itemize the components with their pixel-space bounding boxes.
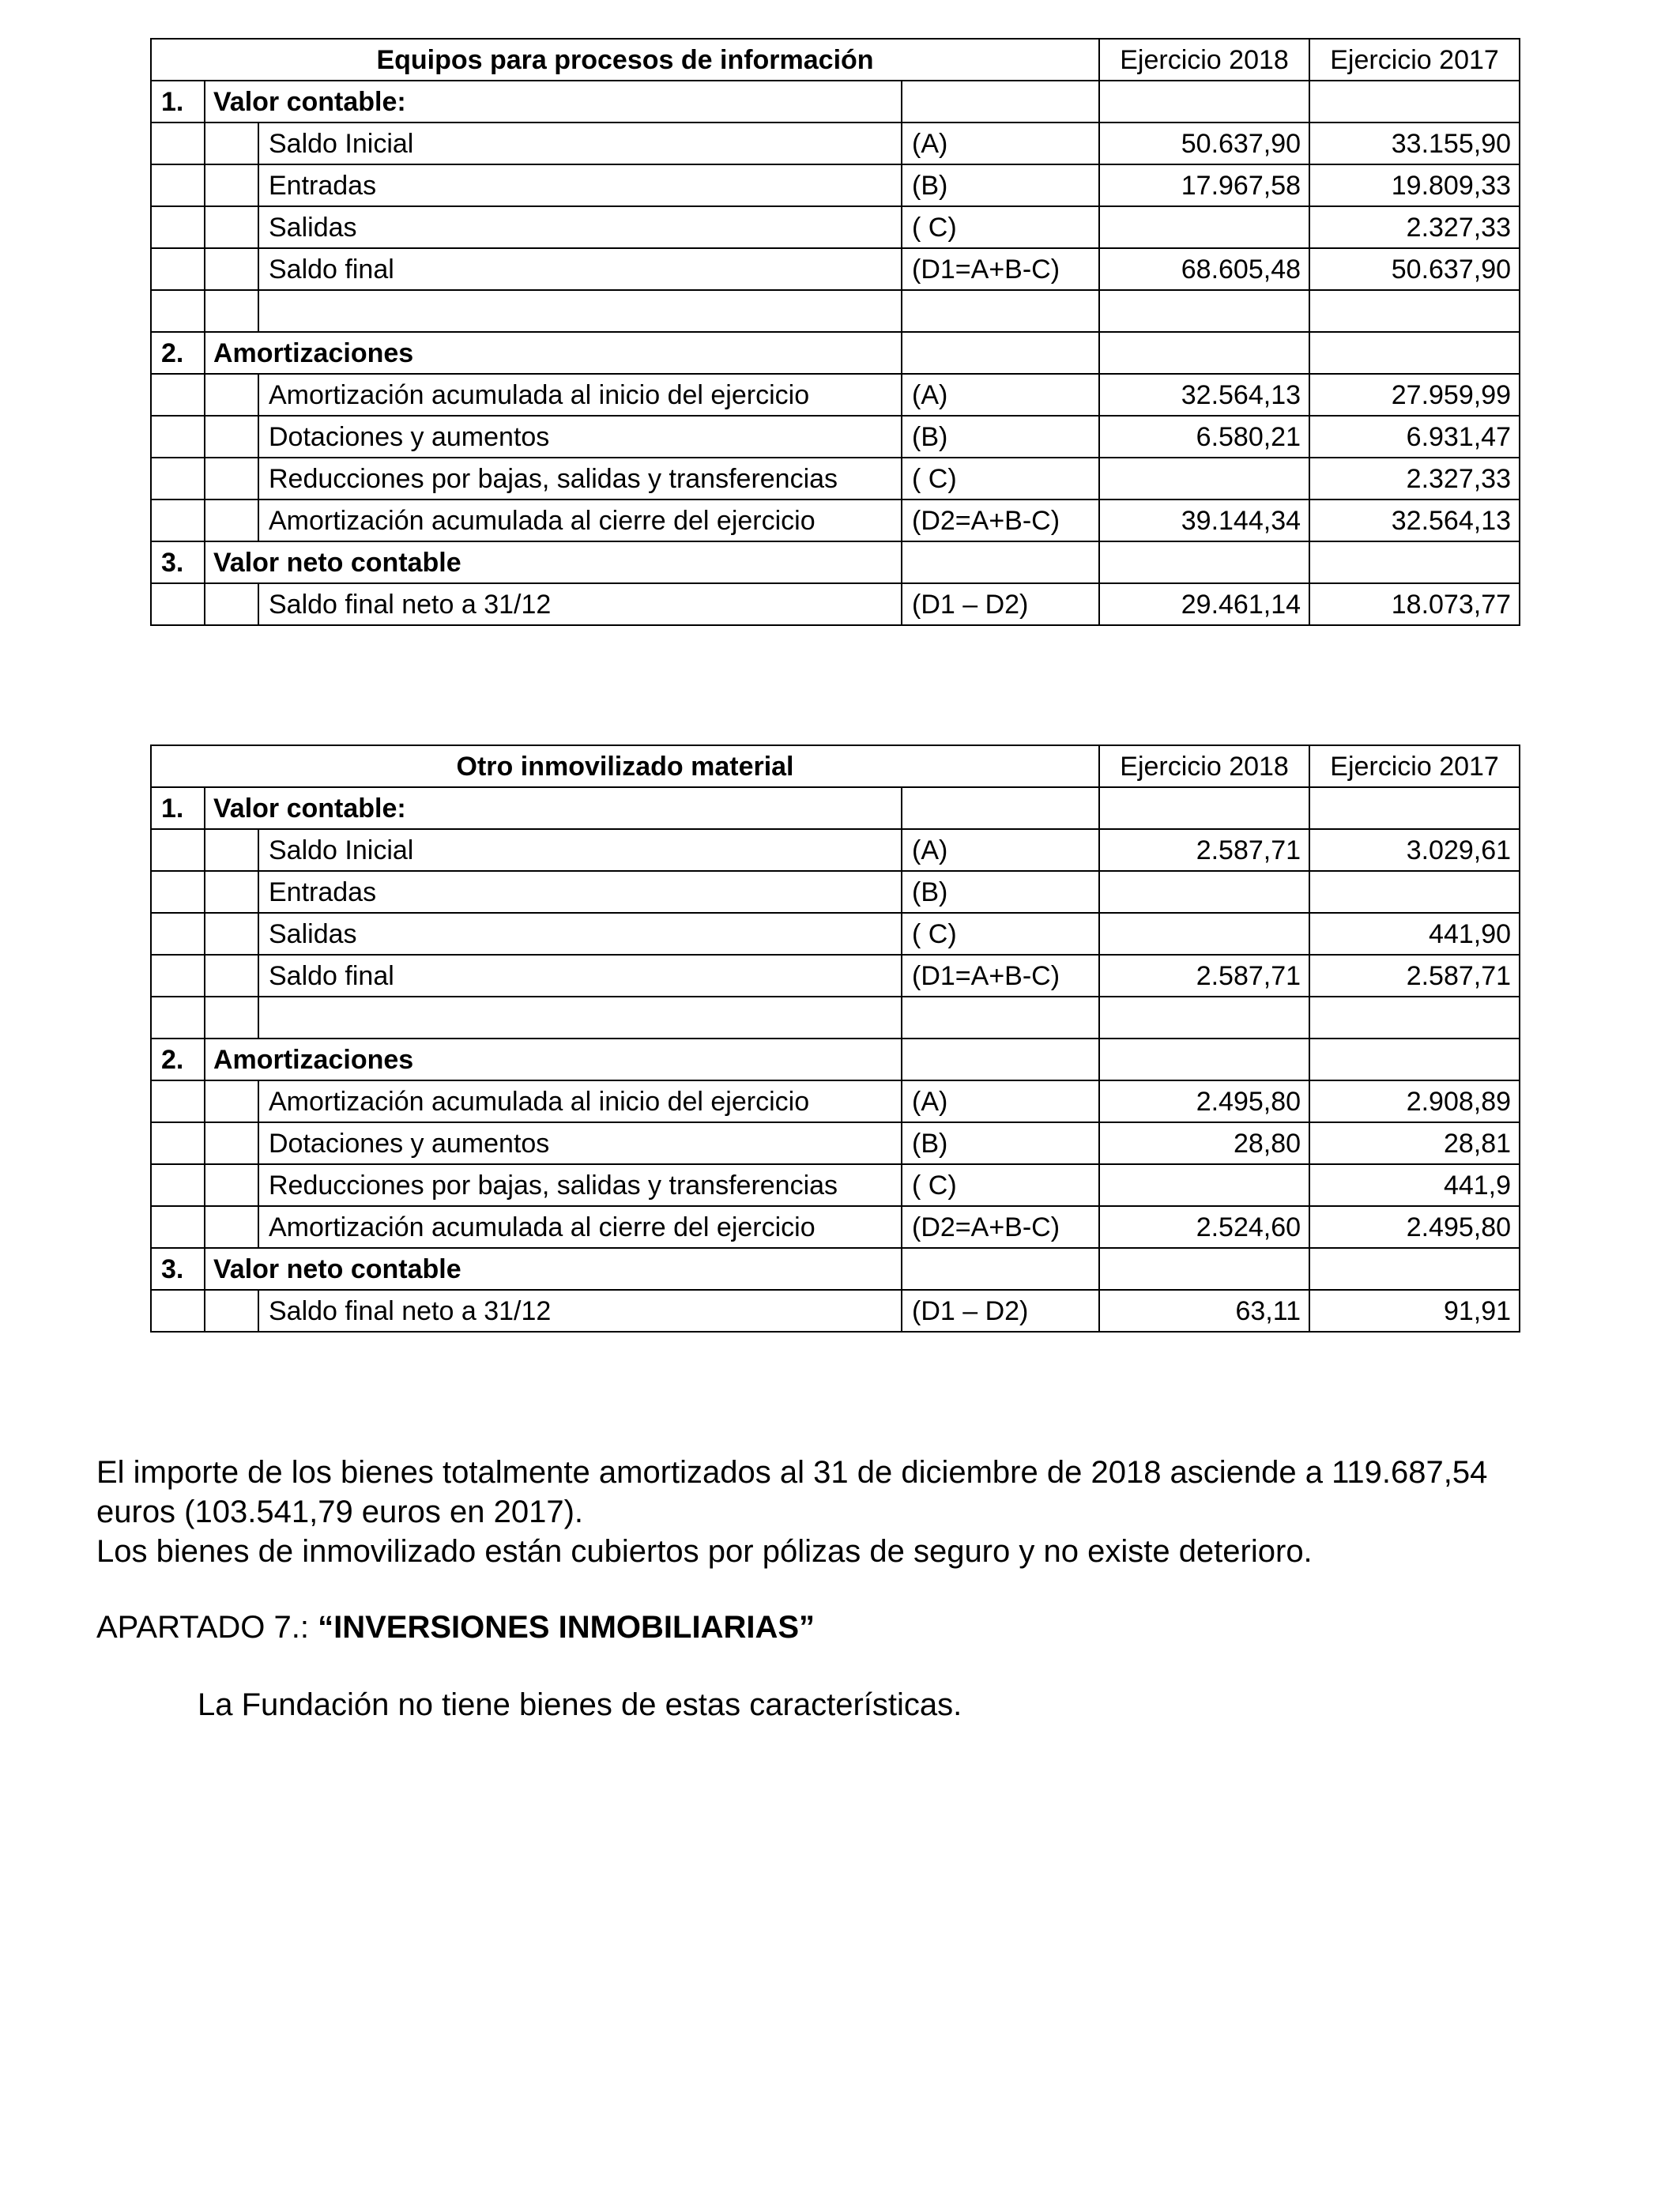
value-2018: [1099, 1039, 1309, 1080]
row-label: Amortización acumulada al cierre del ejercicio: [258, 1206, 902, 1248]
table-row: [151, 248, 1520, 290]
table-row: [151, 913, 1520, 955]
column-header-2017: Ejercicio 2017: [1309, 39, 1520, 81]
value-2018: [1099, 787, 1309, 829]
table-header-row: [151, 745, 1520, 787]
indent-cell: [151, 1290, 205, 1332]
column-header-2018: Ejercicio 2018: [1099, 745, 1309, 787]
section-label: Valor neto contable: [205, 1248, 902, 1290]
value-2017: 33.155,90: [1309, 123, 1520, 164]
code-cell: [902, 81, 1099, 123]
value-2017: 27.959,99: [1309, 374, 1520, 416]
section-number: 1.: [151, 81, 205, 123]
value-2018: [1099, 81, 1309, 123]
section-7-heading: [96, 1608, 815, 1647]
value-2017: 2.327,33: [1309, 206, 1520, 248]
table-equipos-procesos-informacion: [150, 38, 1520, 626]
row-label: Entradas: [258, 164, 902, 206]
indent-cell: [205, 499, 258, 541]
indent-cell: [205, 458, 258, 499]
indent-cell: [151, 1206, 205, 1248]
value-2017: [1309, 871, 1520, 913]
value-2017: 32.564,13: [1309, 499, 1520, 541]
paragraph-line: El importe de los bienes totalmente amortizados al 31 de diciembre de 2018 asciende a 119.687,54: [96, 1455, 1488, 1490]
section-number: 2.: [151, 332, 205, 374]
row-label: Reducciones por bajas, salidas y transferencias: [258, 1164, 902, 1206]
indent-cell: [151, 829, 205, 871]
section-row: [151, 81, 1520, 123]
indent-cell: [205, 374, 258, 416]
row-formula-code: (A): [902, 1080, 1099, 1122]
indent-cell: [151, 458, 205, 499]
row-label: Dotaciones y aumentos: [258, 1122, 902, 1164]
row-formula-code: (D1 – D2): [902, 1290, 1099, 1332]
table-row: [151, 499, 1520, 541]
table-title: Equipos para procesos de información: [151, 39, 1099, 81]
indent-cell: [205, 583, 258, 625]
indent-cell: [205, 1164, 258, 1206]
table-row: [151, 123, 1520, 164]
value-2018: 2.495,80: [1099, 1080, 1309, 1122]
value-2018: [1099, 541, 1309, 583]
row-formula-code: (D2=A+B-C): [902, 499, 1099, 541]
code-cell: [902, 787, 1099, 829]
code-cell: [902, 332, 1099, 374]
section-label: Amortizaciones: [205, 1039, 902, 1080]
paragraph-line: euros (103.541,79 euros en 2017).: [96, 1495, 583, 1529]
code-cell: [902, 541, 1099, 583]
value-2018: [1099, 1164, 1309, 1206]
indent-cell: [205, 955, 258, 997]
value-2017: [1309, 1039, 1520, 1080]
row-label: Salidas: [258, 206, 902, 248]
row-formula-code: [902, 290, 1099, 332]
row-label: Dotaciones y aumentos: [258, 416, 902, 458]
table-row: [151, 1122, 1520, 1164]
indent-cell: [205, 416, 258, 458]
section-7-title: “INVERSIONES INMOBILIARIAS”: [318, 1610, 816, 1645]
indent-cell: [205, 871, 258, 913]
row-label: [258, 997, 902, 1039]
section-row: [151, 332, 1520, 374]
table-row: [151, 1080, 1520, 1122]
value-2017: 91,91: [1309, 1290, 1520, 1332]
value-2018: 50.637,90: [1099, 123, 1309, 164]
table-body: [151, 39, 1520, 625]
indent-cell: [205, 829, 258, 871]
row-label: Amortización acumulada al inicio del ejercicio: [258, 374, 902, 416]
section-7-paragraph: La Fundación no tiene bienes de estas características.: [198, 1687, 962, 1722]
indent-cell: [151, 955, 205, 997]
value-2018: 2.524,60: [1099, 1206, 1309, 1248]
indent-cell: [151, 206, 205, 248]
value-2017: [1309, 290, 1520, 332]
section-7-prefix: APARTADO 7.:: [96, 1610, 318, 1645]
value-2017: 19.809,33: [1309, 164, 1520, 206]
row-label: Saldo final neto a 31/12: [258, 1290, 902, 1332]
indent-cell: [151, 1164, 205, 1206]
row-formula-code: ( C): [902, 206, 1099, 248]
insurance-paragraph: Los bienes de inmovilizado están cubiertos por pólizas de seguro y no existe deterioro.: [96, 1534, 1313, 1569]
row-label: Saldo Inicial: [258, 829, 902, 871]
indent-cell: [151, 290, 205, 332]
row-formula-code: ( C): [902, 1164, 1099, 1206]
row-formula-code: ( C): [902, 458, 1099, 499]
value-2017: [1309, 541, 1520, 583]
section-label: Amortizaciones: [205, 332, 902, 374]
indent-cell: [205, 1122, 258, 1164]
section-label: Valor contable:: [205, 81, 902, 123]
value-2017: [1309, 332, 1520, 374]
value-2018: [1099, 206, 1309, 248]
fully-amortized-paragraph: [96, 1453, 1487, 1532]
value-2018: 28,80: [1099, 1122, 1309, 1164]
section-number: 2.: [151, 1039, 205, 1080]
value-2018: 29.461,14: [1099, 583, 1309, 625]
value-2017: 441,9: [1309, 1164, 1520, 1206]
value-2017: [1309, 81, 1520, 123]
value-2018: [1099, 913, 1309, 955]
column-header-2018: Ejercicio 2018: [1099, 39, 1309, 81]
table-row: [151, 829, 1520, 871]
indent-cell: [205, 1290, 258, 1332]
indent-cell: [151, 123, 205, 164]
row-label: Saldo final: [258, 955, 902, 997]
value-2017: 3.029,61: [1309, 829, 1520, 871]
row-formula-code: (A): [902, 829, 1099, 871]
table-row: [151, 164, 1520, 206]
row-label: Saldo Inicial: [258, 123, 902, 164]
table-row: [151, 206, 1520, 248]
value-2017: 441,90: [1309, 913, 1520, 955]
table-body: [151, 745, 1520, 1332]
row-formula-code: ( C): [902, 913, 1099, 955]
section-label: Valor neto contable: [205, 541, 902, 583]
section-number: 3.: [151, 1248, 205, 1290]
row-label: Amortización acumulada al inicio del ejercicio: [258, 1080, 902, 1122]
indent-cell: [151, 1122, 205, 1164]
code-cell: [902, 1248, 1099, 1290]
value-2017: 2.587,71: [1309, 955, 1520, 997]
indent-cell: [205, 206, 258, 248]
row-formula-code: (D1=A+B-C): [902, 955, 1099, 997]
value-2018: [1099, 290, 1309, 332]
value-2017: [1309, 787, 1520, 829]
indent-cell: [205, 1080, 258, 1122]
row-label: Saldo final neto a 31/12: [258, 583, 902, 625]
column-header-2017: Ejercicio 2017: [1309, 745, 1520, 787]
row-label: Reducciones por bajas, salidas y transferencias: [258, 458, 902, 499]
value-2017: 2.495,80: [1309, 1206, 1520, 1248]
table-row: [151, 1164, 1520, 1206]
row-formula-code: (A): [902, 374, 1099, 416]
code-cell: [902, 1039, 1099, 1080]
value-2017: [1309, 997, 1520, 1039]
row-formula-code: (B): [902, 1122, 1099, 1164]
value-2018: 32.564,13: [1099, 374, 1309, 416]
table-title: Otro inmovilizado material: [151, 745, 1099, 787]
section-row: [151, 541, 1520, 583]
value-2017: 6.931,47: [1309, 416, 1520, 458]
indent-cell: [151, 499, 205, 541]
value-2017: 50.637,90: [1309, 248, 1520, 290]
value-2018: 39.144,34: [1099, 499, 1309, 541]
table-otro-inmovilizado-material: [150, 745, 1520, 1333]
indent-cell: [151, 913, 205, 955]
indent-cell: [151, 248, 205, 290]
value-2018: [1099, 997, 1309, 1039]
table-row: [151, 871, 1520, 913]
value-2018: 6.580,21: [1099, 416, 1309, 458]
indent-cell: [151, 416, 205, 458]
table-row: [151, 1206, 1520, 1248]
table-row: [151, 1290, 1520, 1332]
row-formula-code: [902, 997, 1099, 1039]
value-2018: 2.587,71: [1099, 955, 1309, 997]
value-2018: [1099, 871, 1309, 913]
value-2017: 2.327,33: [1309, 458, 1520, 499]
indent-cell: [205, 1206, 258, 1248]
section-label: Valor contable:: [205, 787, 902, 829]
row-formula-code: (B): [902, 871, 1099, 913]
indent-cell: [151, 374, 205, 416]
section-row: [151, 1039, 1520, 1080]
indent-cell: [151, 164, 205, 206]
table-row: [151, 416, 1520, 458]
row-formula-code: (B): [902, 416, 1099, 458]
value-2017: [1309, 1248, 1520, 1290]
indent-cell: [151, 997, 205, 1039]
value-2018: 2.587,71: [1099, 829, 1309, 871]
row-formula-code: (D1 – D2): [902, 583, 1099, 625]
row-formula-code: (B): [902, 164, 1099, 206]
table-row: [151, 955, 1520, 997]
indent-cell: [205, 248, 258, 290]
value-2018: 63,11: [1099, 1290, 1309, 1332]
value-2017: 18.073,77: [1309, 583, 1520, 625]
value-2018: 68.605,48: [1099, 248, 1309, 290]
row-formula-code: (D1=A+B-C): [902, 248, 1099, 290]
table-row: [151, 583, 1520, 625]
value-2018: [1099, 1248, 1309, 1290]
table-row: [151, 458, 1520, 499]
section-row: [151, 1248, 1520, 1290]
row-label: [258, 290, 902, 332]
value-2018: [1099, 332, 1309, 374]
section-row: [151, 787, 1520, 829]
row-label: Amortización acumulada al cierre del ejercicio: [258, 499, 902, 541]
table-row: [151, 997, 1520, 1039]
indent-cell: [151, 583, 205, 625]
value-2018: [1099, 458, 1309, 499]
row-label: Entradas: [258, 871, 902, 913]
table-row: [151, 290, 1520, 332]
indent-cell: [205, 290, 258, 332]
table-header-row: [151, 39, 1520, 81]
row-label: Salidas: [258, 913, 902, 955]
value-2018: 17.967,58: [1099, 164, 1309, 206]
row-label: Saldo final: [258, 248, 902, 290]
section-number: 1.: [151, 787, 205, 829]
indent-cell: [205, 164, 258, 206]
indent-cell: [205, 997, 258, 1039]
row-formula-code: (A): [902, 123, 1099, 164]
table-row: [151, 374, 1520, 416]
indent-cell: [151, 871, 205, 913]
indent-cell: [205, 123, 258, 164]
row-formula-code: (D2=A+B-C): [902, 1206, 1099, 1248]
indent-cell: [151, 1080, 205, 1122]
value-2017: 28,81: [1309, 1122, 1520, 1164]
section-number: 3.: [151, 541, 205, 583]
indent-cell: [205, 913, 258, 955]
value-2017: 2.908,89: [1309, 1080, 1520, 1122]
